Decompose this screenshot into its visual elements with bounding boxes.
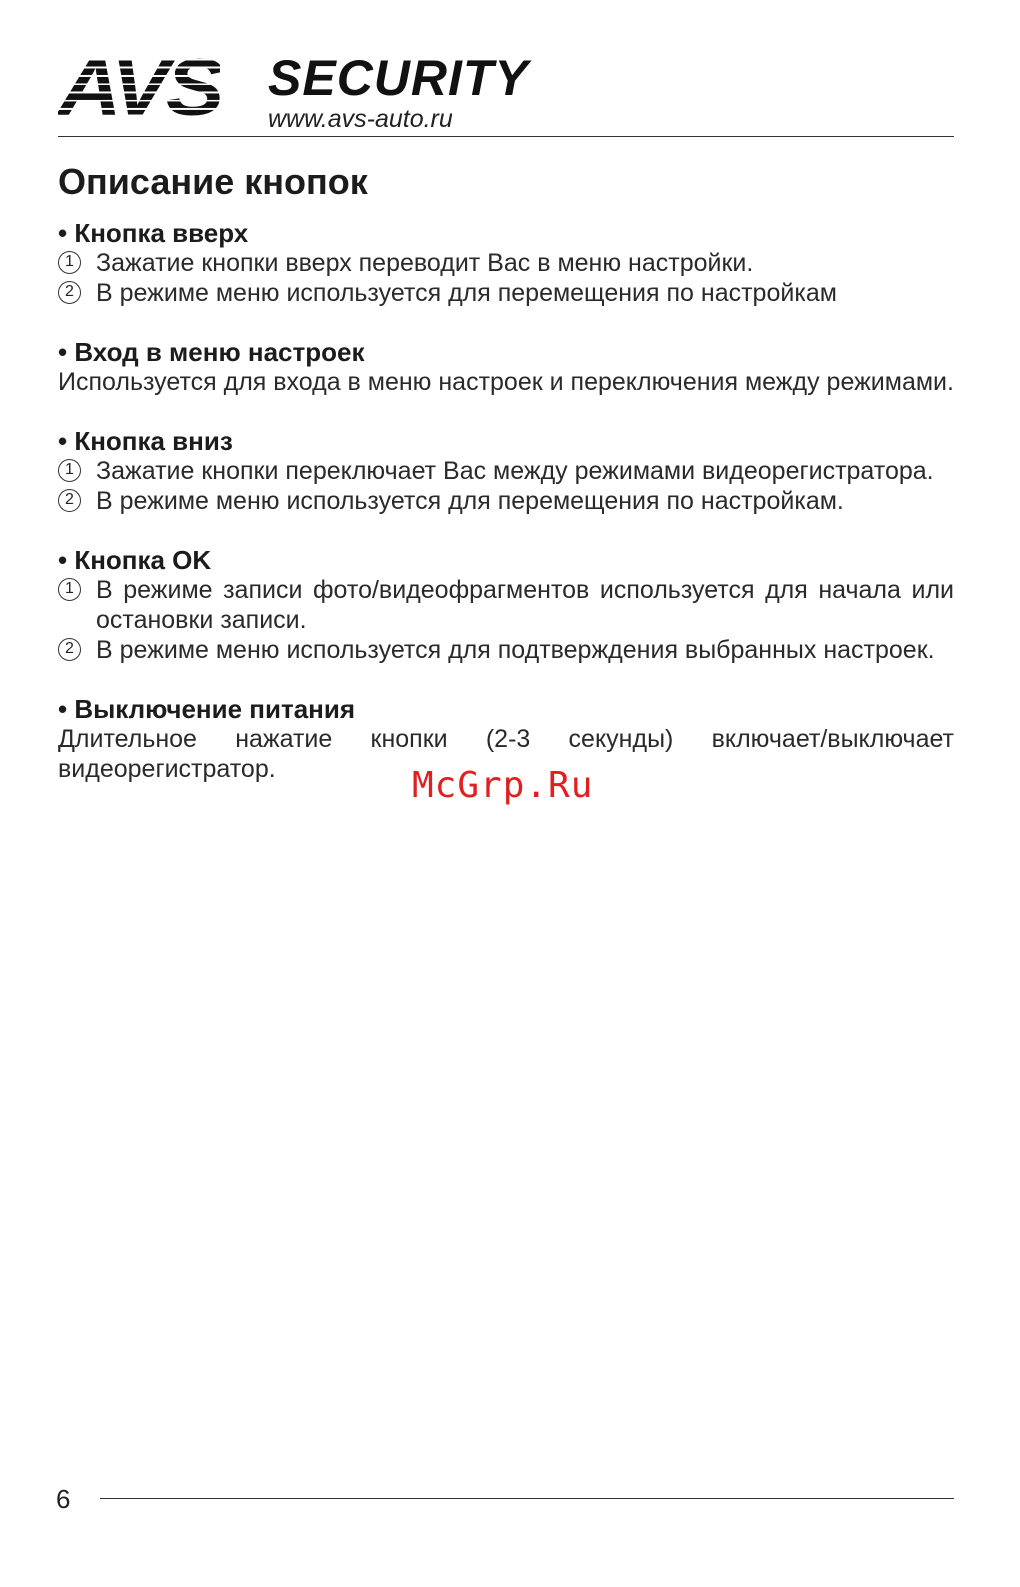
item-text: Зажатие кнопки переключает Вас между режимами видеорегистратора. bbox=[96, 457, 934, 485]
item-text: Зажатие кнопки вверх переводит Вас в меню настройки. bbox=[96, 249, 754, 277]
circled-number: 1 bbox=[58, 251, 81, 274]
section-settings-menu bbox=[58, 337, 954, 397]
section-heading: • Вход в меню настроек bbox=[58, 337, 365, 367]
website-url: www.avs-auto.ru bbox=[268, 105, 453, 133]
list-item bbox=[58, 486, 954, 516]
content bbox=[58, 218, 954, 813]
security-logo-text: SECURITY bbox=[268, 50, 529, 106]
circled-number: 1 bbox=[58, 459, 81, 482]
circled-number: 1 bbox=[58, 578, 81, 601]
avs-logo: AVS bbox=[58, 40, 221, 133]
page-header bbox=[58, 40, 954, 140]
page-number: 6 bbox=[56, 1484, 71, 1514]
list-item bbox=[58, 575, 954, 635]
section-heading: • Кнопка OK bbox=[58, 545, 212, 575]
item-text: В режиме меню используется для перемещения по настройкам. bbox=[96, 487, 844, 515]
section-button-ok bbox=[58, 545, 954, 665]
section-heading: • Кнопка вниз bbox=[58, 426, 233, 456]
list-item bbox=[58, 278, 954, 308]
section-text: Используется для входа в меню настроек и переключения между режимами. bbox=[58, 368, 954, 396]
section-heading: • Выключение питания bbox=[58, 694, 356, 724]
item-text: В режиме записи фото/видеофрагментов используется для начала или остановки записи. bbox=[96, 576, 954, 634]
list-item bbox=[58, 456, 954, 486]
section-heading: • Кнопка вверх bbox=[58, 218, 249, 248]
list-item bbox=[58, 635, 954, 665]
section-text: Длительное нажатие кнопки (2-3 секунды) включает/выключает видеорегистратор. bbox=[58, 725, 954, 783]
section-button-down bbox=[58, 426, 954, 516]
circled-number: 2 bbox=[58, 489, 81, 512]
page-title: Описание кнопок bbox=[58, 161, 368, 202]
footer-divider bbox=[100, 1498, 954, 1499]
section-button-up bbox=[58, 218, 954, 308]
circled-number: 2 bbox=[58, 281, 81, 304]
item-text: В режиме меню используется для перемещения по настройкам bbox=[96, 279, 837, 307]
circled-number: 2 bbox=[58, 638, 81, 661]
list-item bbox=[58, 248, 954, 278]
header-divider bbox=[58, 136, 954, 137]
watermark: McGrp.Ru bbox=[412, 765, 594, 806]
item-text: В режиме меню используется для подтверждения выбранных настроек. bbox=[96, 636, 935, 664]
